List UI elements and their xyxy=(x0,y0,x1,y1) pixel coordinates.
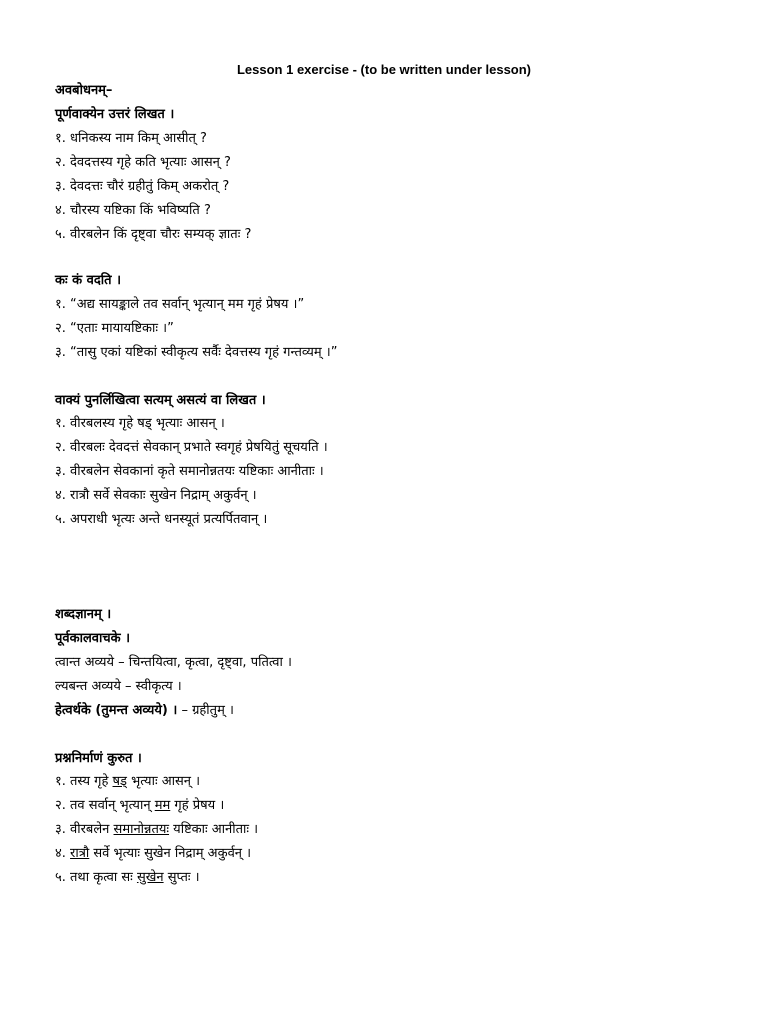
item-text: गृहं प्रेषय । xyxy=(170,798,225,813)
section1-heading: अवबोधनम्– xyxy=(55,83,113,98)
section3-heading: वाक्यं पुनर्लिखित्वा सत्यम् असत्यं वा लिखत । xyxy=(55,393,266,408)
question-item: ४. चौरस्य यष्टिका किं भविष्यति ? xyxy=(55,203,211,218)
underlined-word: समानोन्नतयः xyxy=(113,822,170,837)
section2-heading: कः कं वदति । xyxy=(55,273,122,288)
item-text: भृत्याः आसन् । xyxy=(127,774,201,789)
item-text: ३. वीरबलेन xyxy=(55,822,114,837)
question-formation-item xyxy=(55,821,258,839)
item-text: २. तव सर्वान् भृत्यान् xyxy=(55,798,155,813)
underlined-word: षड् xyxy=(112,774,128,789)
item-text: १. तस्य गृहे xyxy=(55,774,113,789)
statement-item: १. वीरबलस्य गृहे षड् भृत्याः आसन् । xyxy=(55,416,225,431)
item-text: सुप्तः । xyxy=(163,870,200,885)
grammar-line-bold: हेत्वर्थके (तुमन्त अव्यये) । xyxy=(55,703,178,718)
grammar-line-rest: – ग्रहीतुम् । xyxy=(177,703,234,718)
item-text: ५. तथा कृत्वा सः xyxy=(55,870,137,885)
statement-item: ५. अपराधी भृत्यः अन्ते धनस्यूतं प्रत्यर्पितवान् । xyxy=(55,512,268,527)
item-text: सर्वे भृत्याः सुखेन निद्राम् अकुर्वन् । xyxy=(89,846,252,861)
item-text: ४. xyxy=(55,846,71,861)
page-title: Lesson 1 exercise - (to be written under lesson) xyxy=(236,62,532,77)
section4-heading: शब्दज्ञानम् । xyxy=(55,607,112,622)
quote-item: १. “अद्य सायङ्काले तव सर्वान् भृत्यान् मम गृहं प्रेषय ।” xyxy=(55,297,305,312)
question-item: ३. देवदत्तः चौरं ग्रहीतुं किम् अकरोत् ? xyxy=(55,179,230,194)
statement-item: ४. रात्रौ सर्वे सेवकाः सुखेन निद्राम् अकुर्वन् । xyxy=(55,488,257,503)
statement-item: ३. वीरबलेन सेवकानां कृते समानोन्नतयः यष्टिकाः आनीताः । xyxy=(55,464,324,479)
question-formation-item xyxy=(55,773,200,791)
quote-item: २. “एताः मायायष्टिकाः ।” xyxy=(55,321,174,336)
question-item: ५. वीरबलेन किं दृष्ट्वा चौरः सम्यक् ज्ञातः ? xyxy=(55,227,252,242)
question-item: १. धनिकस्य नाम किम् आसीत् ? xyxy=(55,131,207,146)
question-formation-item xyxy=(55,797,224,815)
question-item: २. देवदत्तस्य गृहे कति भृत्याः आसन् ? xyxy=(55,155,231,170)
underlined-word: रात्रौ xyxy=(70,846,90,861)
quote-item: ३. “तासु एकां यष्टिकां स्वीकृत्य सर्वैः देवत्तस्य गृहं गन्तव्यम् ।” xyxy=(55,345,338,360)
underlined-word: सुखेन xyxy=(136,870,164,885)
grammar-line: ल्यबन्त अव्यये – स्वीकृत्य । xyxy=(55,679,182,694)
item-text: यष्टिकाः आनीताः । xyxy=(169,822,259,837)
grammar-line: त्वान्त अव्यये – चिन्तयित्वा, कृत्वा, दृष्ट्वा, पतित्वा । xyxy=(55,655,292,670)
underlined-word: मम xyxy=(154,798,171,813)
question-formation-item xyxy=(55,845,251,863)
grammar-line xyxy=(55,702,234,720)
statement-item: २. वीरबलः देवदत्तं सेवकान् प्रभाते स्वगृहं प्रेषयितुं सूचयति । xyxy=(55,440,328,455)
section4-subheading: पूर्वकालवाचके । xyxy=(55,631,131,646)
section1-subheading: पूर्णवाक्येन उत्तरं लिखत । xyxy=(55,107,175,122)
section5-heading: प्रश्ननिर्माणं कुरुत । xyxy=(55,751,142,766)
question-formation-item xyxy=(55,869,200,887)
